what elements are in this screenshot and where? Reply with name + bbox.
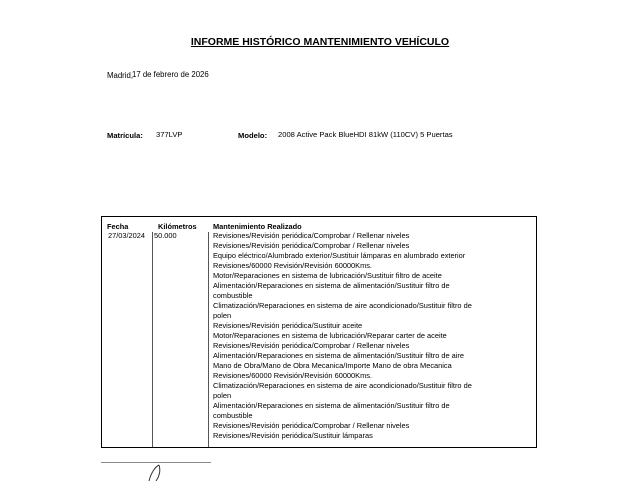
signature-stamp — [101, 462, 211, 481]
work-line: Motor/Reparaciones en sistema de lubricación/Sustituir filtro de aceite — [213, 271, 442, 280]
work-line: Alimentación/Reparaciones en sistema de alimentación/Sustituir filtro de aire — [213, 351, 464, 360]
row-date: 27/03/2024 — [108, 231, 145, 240]
work-line: polen — [213, 391, 232, 400]
work-line: Alimentación/Reparaciones en sistema de alimentación/Sustituir filtro de — [213, 401, 450, 410]
header-km: Kilómetros — [158, 222, 197, 231]
work-line: Revisiones/Revisión periódica/Comprobar / Rellenar niveles — [213, 231, 410, 240]
city: Madrid, — [107, 71, 133, 80]
work-line: Revisiones/60000 Revisión/Revisión 60000Kms. — [213, 371, 372, 380]
work-line: Climatización/Reparaciones en sistema de aire acondicionado/Sustituir filtro de — [213, 301, 472, 310]
report-date: 17 de febrero de 2026 — [132, 70, 209, 79]
work-line: Revisiones/Revisión periódica/Comprobar / Rellenar niveles — [213, 421, 410, 430]
header-date: Fecha — [107, 222, 129, 231]
column-divider — [208, 232, 209, 447]
work-line: combustible — [213, 291, 253, 300]
row-km: 50.000 — [154, 231, 177, 240]
work-lines — [213, 231, 483, 441]
column-divider — [152, 232, 153, 447]
work-line: polen — [213, 311, 232, 320]
plate-label: Matrícula: — [107, 131, 143, 140]
work-line: Alimentación/Reparaciones en sistema de alimentación/Sustituir filtro de — [213, 281, 450, 290]
document-title: INFORME HISTÓRICO MANTENIMIENTO VEHÍCULO — [190, 36, 450, 48]
model-value: 2008 Active Pack BlueHDI 81kW (110CV) 5 Puertas — [278, 130, 453, 139]
maintenance-table — [101, 216, 537, 448]
work-line: combustible — [213, 411, 253, 420]
work-line: Revisiones/Revisión periódica/Comprobar / Rellenar niveles — [213, 341, 410, 350]
work-line: Climatización/Reparaciones en sistema de aire acondicionado/Sustituir filtro de — [213, 381, 472, 390]
work-line: Mano de Obra/Mano de Obra Mecanica/Importe Mano de obra Mecanica — [213, 361, 452, 370]
work-line: Revisiones/60000 Revisión/Revisión 60000Kms. — [213, 261, 372, 270]
work-line: Revisiones/Revisión periódica/Sustituir aceite — [213, 321, 363, 330]
signature-icon — [101, 463, 211, 481]
model-label: Modelo: — [238, 131, 268, 140]
plate-value: 377LVP — [156, 130, 183, 139]
work-line: Motor/Reparaciones en sistema de lubricación/Reparar carter de aceite — [213, 331, 447, 340]
work-line: Revisiones/Revisión periódica/Sustituir lámparas — [213, 431, 373, 440]
header-work: Mantenimiento Realizado — [213, 222, 302, 231]
work-line: Revisiones/Revisión periódica/Comprobar / Rellenar niveles — [213, 241, 410, 250]
work-line: Equipo eléctrico/Alumbrado exterior/Sustituir lámparas en alumbrado exterior — [213, 251, 466, 260]
